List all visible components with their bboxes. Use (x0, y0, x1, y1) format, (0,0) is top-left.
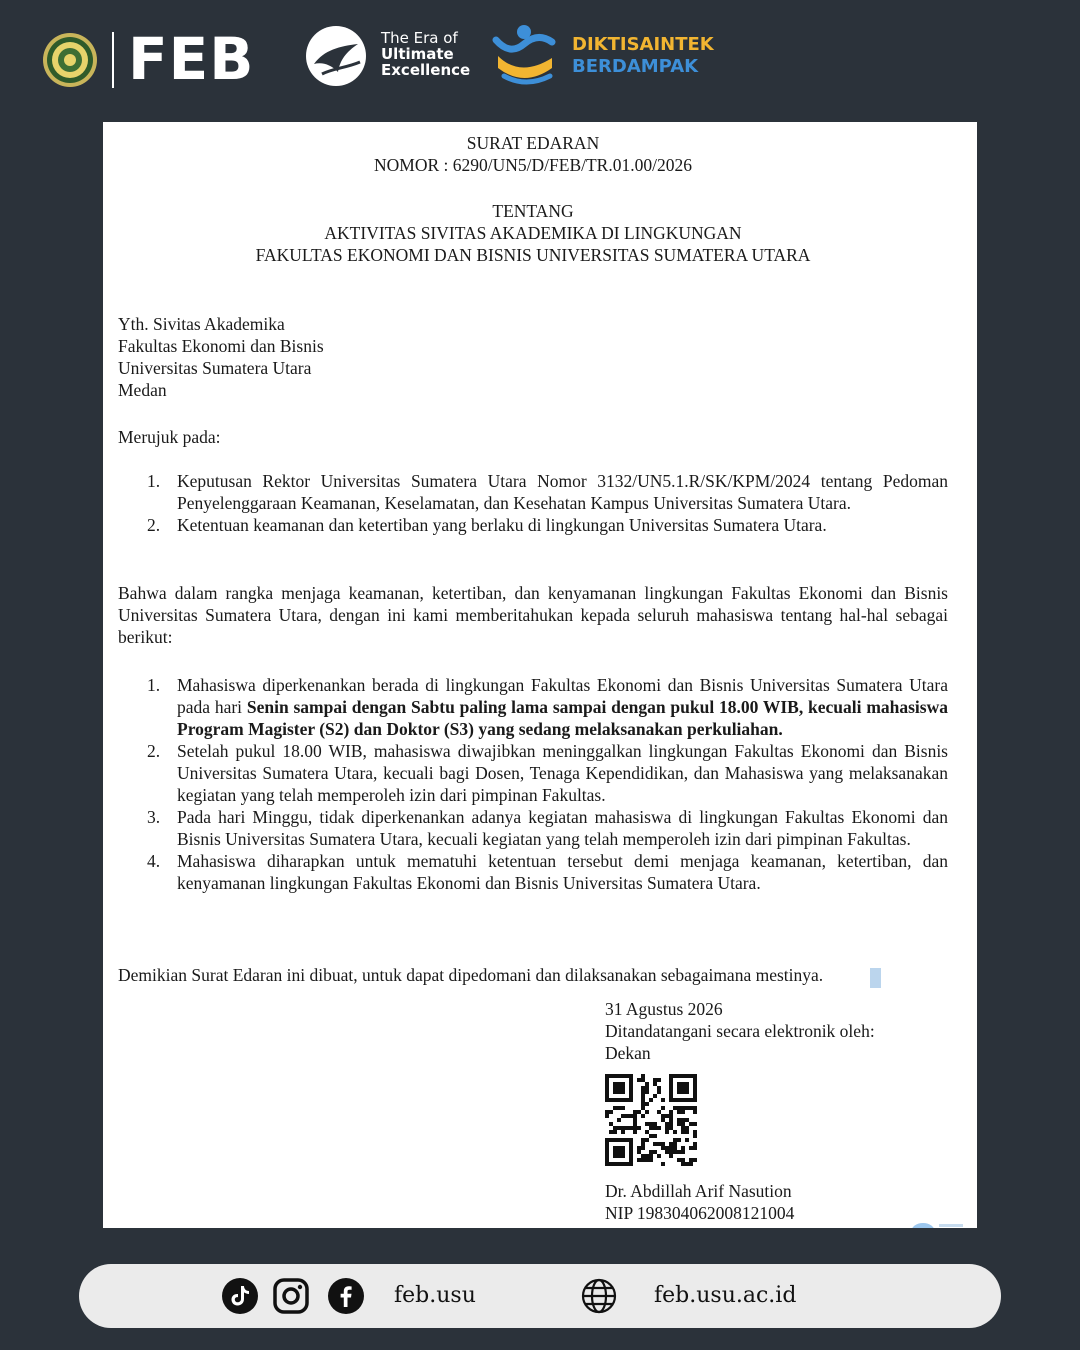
footer-contact-bar (79, 1264, 1001, 1328)
reference-intro: Merujuk pada: (118, 427, 221, 447)
era-line-1: The Era of (381, 29, 458, 47)
recipient-line: Yth. Sivitas Akademika (118, 314, 285, 334)
signature-block (605, 998, 875, 1064)
diktisaintek-logo (490, 22, 558, 88)
letter-heading (103, 132, 963, 176)
topic-label: TENTANG (492, 201, 574, 221)
circular-letter-document (103, 122, 977, 1228)
topic-line-1: AKTIVITAS SIVITAS AKADEMIKA DI LINGKUNGAN (324, 223, 742, 243)
list-number: 2. (147, 515, 161, 535)
social-handle[interactable]: feb.usu (394, 1283, 476, 1308)
list-text: Mahasiswa diperkenankan berada di lingkungan Fakultas Ekonomi dan Bisnis Universitas Sumatera Utara pada hari (177, 675, 948, 717)
era-line-3: Excellence (381, 61, 471, 79)
letter-date: 31 Agustus 2026 (605, 999, 723, 1019)
globe-icon (581, 1278, 617, 1314)
signature-qr-code (605, 1074, 697, 1166)
signer-nip: NIP 198304062008121004 (605, 1203, 795, 1223)
electronic-sign-note: Ditandatangani secara elektronik oleh: (605, 1021, 875, 1041)
list-number: 4. (147, 851, 161, 871)
list-text-bold: Senin sampai dengan Sabtu paling lama sampai dengan pukul 18.00 WIB, kecuali mahasiswa Program Magister (S2) dan Doktor (S3) yang sedang melaksanakan perkuliahan. (177, 697, 948, 739)
list-number: 1. (147, 675, 161, 695)
body-paragraph: Bahwa dalam rangka menjaga keamanan, ketertiban, dan kenyamanan lingkungan Fakultas Ekonomi dan Bisnis Universitas Sumatera Utara, dengan ini kami memberitahukan kepada seluruh mahasiswa tentang hal-hal sebagai berikut: (118, 583, 948, 647)
list-item (118, 674, 948, 740)
list-item (118, 740, 948, 806)
list-item (118, 514, 948, 536)
feb-logo-text: FEB (128, 25, 255, 93)
recipient-line: Universitas Sumatera Utara (118, 358, 312, 378)
era-line-2: Ultimate (381, 45, 454, 63)
header-divider (112, 32, 114, 88)
list-number: 1. (147, 471, 161, 491)
dikti-line-2: BERDAMPAK (572, 56, 699, 77)
list-text: Setelah pukul 18.00 WIB, mahasiswa diwajibkan meninggalkan lingkungan Fakultas Ekonomi dan Bisnis Universitas Sumatera Utara, kecuali bagi Dosen, Tenaga Kependidikan, dan Mahasiswa yang melaksanakan kegiatan yang telah memperoleh izin dari pimpinan Fakultas. (177, 741, 948, 805)
rules-list (118, 674, 948, 894)
signer-name: Dr. Abdillah Arif Nasution (605, 1181, 792, 1201)
header-bar (0, 0, 1080, 120)
dikti-line-1: DIKTISAINTEK (572, 34, 714, 55)
list-number: 2. (147, 741, 161, 761)
recipient-line: Medan (118, 380, 167, 400)
era-tagline (381, 30, 470, 78)
list-text: Pada hari Minggu, tidak diperkenankan adanya kegiatan mahasiswa di lingkungan Fakultas Ekonomi dan Bisnis Universitas Sumatera Utara, kecuali kegiatan yang telah memperoleh izin dari pimpinan Fakultas. (177, 807, 948, 849)
esign-badge-icon (909, 1218, 969, 1228)
signer-identity (605, 1180, 794, 1224)
reference-list (118, 470, 948, 536)
tiktok-icon[interactable] (222, 1278, 258, 1314)
recipient-address (118, 313, 324, 401)
list-text: Ketentuan keamanan dan ketertiban yang berlaku di lingkungan Universitas Sumatera Utara. (177, 515, 827, 535)
website-link[interactable]: feb.usu.ac.id (654, 1283, 797, 1308)
letter-number: NOMOR : 6290/UN5/D/FEB/TR.01.00/2026 (374, 155, 692, 175)
letter-topic (103, 200, 963, 266)
list-text: Mahasiswa diharapkan untuk mematuhi ketentuan tersebut demi menjaga keamanan, ketertiban, dan kenyamanan lingkungan Fakultas Ekonomi dan Bisnis Universitas Sumatera Utara. (177, 851, 948, 893)
closing-sentence: Demikian Surat Edaran ini dibuat, untuk dapat dipedomani dan dilaksanakan sebagaimana mestinya. (118, 965, 824, 985)
facebook-icon[interactable] (328, 1278, 364, 1314)
list-text: Keputusan Rektor Universitas Sumatera Utara Nomor 3132/UN5.1.R/SK/KPM/2024 tentang Pedoman Penyelenggaraan Keamanan, Keselamatan, dan Kesehatan Kampus Universitas Sumatera Utara. (177, 471, 948, 513)
list-item (118, 850, 948, 894)
letter-title: SURAT EDARAN (466, 133, 600, 153)
diktisaintek-tagline (572, 34, 714, 78)
list-number: 3. (147, 807, 161, 827)
signer-position: Dekan (605, 1043, 651, 1063)
recipient-line: Fakultas Ekonomi dan Bisnis (118, 336, 324, 356)
list-item (118, 806, 948, 850)
university-seal-logo (42, 32, 98, 88)
list-item (118, 470, 948, 514)
instagram-icon[interactable] (273, 1278, 309, 1314)
topic-line-2: FAKULTAS EKONOMI DAN BISNIS UNIVERSITAS SUMATERA UTARA (255, 245, 811, 265)
era-excellence-logo (300, 24, 372, 88)
